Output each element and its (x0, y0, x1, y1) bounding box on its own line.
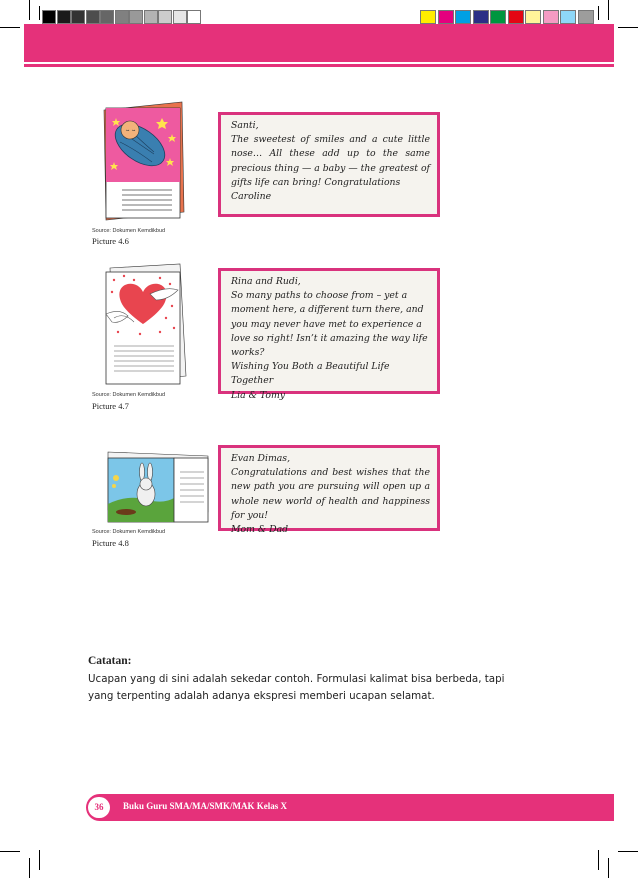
image-source: Source: Dokumen Kemdikbud (92, 392, 166, 398)
color-swatch (525, 10, 541, 24)
color-swatch (490, 10, 506, 24)
greeting-card-message (218, 268, 440, 401)
baby-card-icon (100, 100, 190, 222)
card-illustration (100, 262, 192, 388)
message-line: So many paths to choose from – yet a moment here, a different turn there, and you may never have met to experience a love so right! Isn’t it amazing the way life works? (231, 290, 428, 359)
message-line: Lia & Tomy (231, 389, 286, 401)
gray-swatch (158, 10, 172, 24)
gray-swatch (42, 10, 56, 24)
message-line: Santi, (231, 120, 259, 131)
greeting-card-message (218, 445, 440, 536)
card-illustration (100, 100, 190, 222)
color-swatch (543, 10, 559, 24)
gray-swatch (115, 10, 129, 24)
page-number: 36 (88, 797, 110, 818)
picture-caption: Picture 4.6 (92, 236, 129, 246)
color-swatch (473, 10, 489, 24)
picture-caption: Picture 4.8 (92, 538, 129, 548)
message-line: Mom & Dad (231, 524, 289, 536)
color-swatch (508, 10, 524, 24)
footer-book-title: Buku Guru SMA/MA/SMK/MAK Kelas X (123, 801, 288, 811)
gray-swatch (57, 10, 71, 24)
rabbit-card-icon (104, 448, 214, 528)
gray-swatch (187, 10, 201, 24)
color-swatch (578, 10, 594, 24)
gray-swatch (144, 10, 158, 24)
picture-caption: Picture 4.7 (92, 401, 129, 411)
note-body: Ucapan yang di sini adalah sekedar contoh. Formulasi kalimat bisa berbeda, tapi yang terpenting adalah adanya ekspresi memberi ucapan selamat. (88, 673, 505, 702)
color-swatch (438, 10, 454, 24)
greeting-card-message (218, 112, 440, 217)
message-line: Wishing You Both a Beautiful Life Together (231, 361, 390, 387)
message-line: The sweetest of smiles and a cute little nose… All these add up to the same precious thing — a baby — the greatest of gifts life can bring! Congratulations (231, 134, 430, 188)
header-band (24, 24, 614, 62)
color-swatch (560, 10, 576, 24)
note-title: Catatan: (88, 655, 132, 667)
card-illustration (104, 448, 214, 528)
color-swatch (420, 10, 436, 24)
message-line: Evan Dimas, (231, 453, 291, 464)
message-line: Caroline (231, 191, 272, 203)
gray-swatch (86, 10, 100, 24)
image-source: Source: Dokumen Kemdikbud (92, 529, 166, 535)
header-rule (24, 64, 614, 67)
image-source: Source: Dokumen Kemdikbud (92, 228, 166, 234)
doves-heart-card-icon (100, 262, 192, 388)
message-line: Congratulations and best wishes that the new path you are pursuing will open up a whole new world of health and happiness for you! (231, 467, 430, 521)
gray-swatch (129, 10, 143, 24)
gray-swatch (173, 10, 187, 24)
gray-swatch (71, 10, 85, 24)
gray-swatch (100, 10, 114, 24)
message-line: Rina and Rudi, (231, 276, 301, 287)
color-swatch (455, 10, 471, 24)
